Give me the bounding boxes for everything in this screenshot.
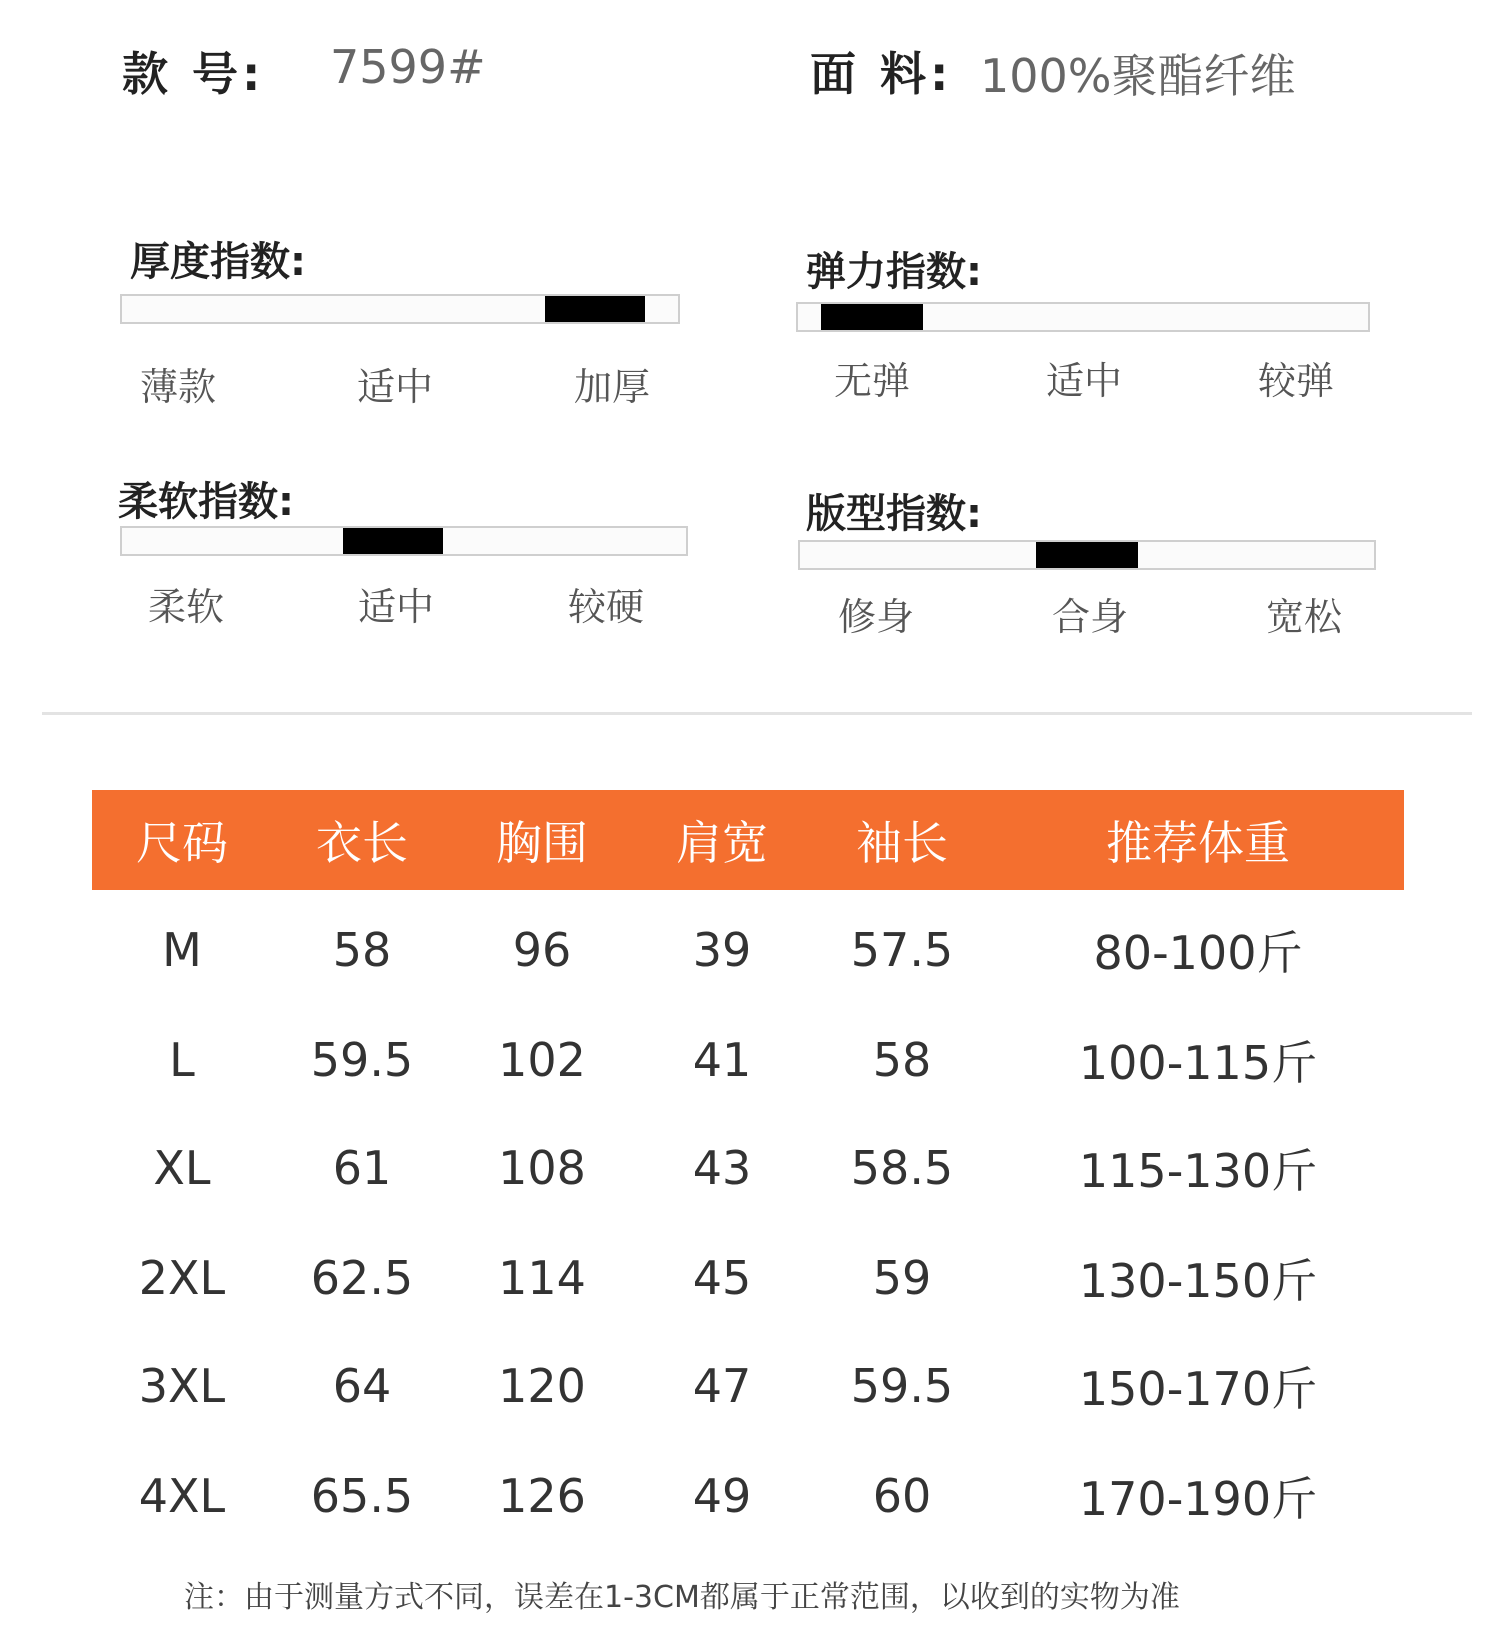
cell-length: 64 <box>332 1359 392 1413</box>
fit-marker <box>1036 542 1138 568</box>
elasticity-scale <box>834 350 1334 405</box>
softness-label-soft: 柔软 <box>148 585 225 629</box>
softness-scale <box>148 576 644 631</box>
thickness-track <box>120 294 680 324</box>
header-weight: 推荐体重 <box>1106 816 1290 870</box>
fit-label-regular: 合身 <box>1051 595 1128 639</box>
cell-sleeve: 58 <box>872 1033 932 1087</box>
table-row <box>92 1332 1404 1440</box>
cell-chest: 120 <box>498 1359 586 1413</box>
softness-title: 柔软指数: <box>118 479 294 525</box>
fit-scale <box>838 586 1342 641</box>
cell-size: L <box>169 1033 195 1087</box>
cell-weight: 80-100斤 <box>1093 926 1303 980</box>
measurement-note: 注：由于测量方式不同，误差在1-3CM都属于正常范围，以收到的实物为准 <box>184 1580 1180 1615</box>
cell-size: 3XL <box>138 1359 226 1413</box>
cell-length: 65.5 <box>310 1469 414 1523</box>
fabric-value: 100%聚酯纤维 <box>980 49 1296 103</box>
cell-weight: 150-170斤 <box>1078 1362 1318 1416</box>
thickness-scale <box>140 356 650 411</box>
table-row <box>92 1224 1404 1332</box>
fit-track <box>798 540 1376 570</box>
cell-sleeve: 57.5 <box>850 923 954 977</box>
cell-size: XL <box>153 1141 211 1195</box>
table-row <box>92 1006 1404 1114</box>
header-sleeve: 袖长 <box>856 816 948 870</box>
cell-size: M <box>162 923 202 977</box>
cell-weight: 100-115斤 <box>1078 1036 1318 1090</box>
cell-length: 62.5 <box>310 1251 414 1305</box>
softness-marker <box>343 528 443 554</box>
elasticity-marker <box>821 304 923 330</box>
elasticity-label-none: 无弹 <box>834 359 911 403</box>
thickness-label-thick: 加厚 <box>573 365 650 409</box>
cell-sleeve: 59 <box>872 1251 932 1305</box>
cell-chest: 114 <box>498 1251 586 1305</box>
cell-sleeve: 60 <box>872 1469 932 1523</box>
cell-chest: 102 <box>498 1033 586 1087</box>
softness-label-medium: 适中 <box>357 585 434 629</box>
cell-weight: 170-190斤 <box>1078 1472 1318 1526</box>
cell-chest: 96 <box>512 923 572 977</box>
cell-sleeve: 58.5 <box>850 1141 954 1195</box>
fit-label-loose: 宽松 <box>1265 595 1342 639</box>
cell-sleeve: 59.5 <box>850 1359 954 1413</box>
thickness-title: 厚度指数: <box>130 239 306 285</box>
elasticity-track <box>796 302 1370 332</box>
header-length: 衣长 <box>316 816 408 870</box>
table-row <box>92 1442 1404 1550</box>
cell-shoulder: 43 <box>692 1141 752 1195</box>
elasticity-label-medium: 适中 <box>1045 359 1122 403</box>
cell-chest: 126 <box>498 1469 586 1523</box>
style-number-value: 7599# <box>330 40 486 94</box>
cell-chest: 108 <box>498 1141 586 1195</box>
thickness-marker <box>545 296 645 322</box>
fit-title: 版型指数: <box>806 491 982 537</box>
cell-size: 2XL <box>138 1251 226 1305</box>
softness-label-hard: 较硬 <box>567 585 644 629</box>
header-shoulder: 肩宽 <box>676 816 768 870</box>
softness-track <box>120 526 688 556</box>
cell-shoulder: 47 <box>692 1359 752 1413</box>
elasticity-title: 弹力指数: <box>806 249 982 295</box>
cell-size: 4XL <box>138 1469 226 1523</box>
cell-length: 61 <box>332 1141 392 1195</box>
style-number-label: 款 号: <box>122 47 265 101</box>
cell-weight: 115-130斤 <box>1078 1144 1318 1198</box>
cell-length: 59.5 <box>310 1033 414 1087</box>
fit-label-slim: 修身 <box>838 595 915 639</box>
cell-length: 58 <box>332 923 392 977</box>
cell-weight: 130-150斤 <box>1078 1254 1318 1308</box>
table-row <box>92 1114 1404 1222</box>
section-divider <box>42 712 1472 715</box>
cell-shoulder: 49 <box>692 1469 752 1523</box>
size-table-header <box>92 790 1404 890</box>
cell-shoulder: 41 <box>692 1033 752 1087</box>
fabric-label: 面 料: <box>810 47 953 101</box>
cell-shoulder: 45 <box>692 1251 752 1305</box>
cell-shoulder: 39 <box>692 923 752 977</box>
thickness-label-thin: 薄款 <box>140 365 217 409</box>
elasticity-label-high: 较弹 <box>1257 359 1334 403</box>
header-size: 尺码 <box>136 816 228 870</box>
table-row <box>92 896 1404 1004</box>
thickness-label-medium: 适中 <box>356 365 433 409</box>
header-chest: 胸围 <box>496 816 588 870</box>
